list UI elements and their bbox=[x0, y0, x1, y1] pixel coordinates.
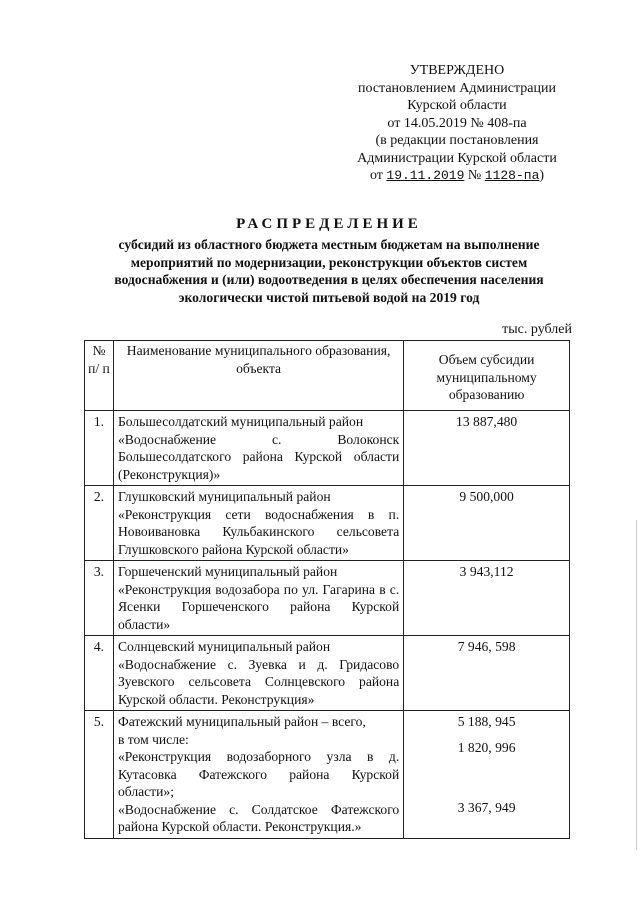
table-header-row bbox=[85, 341, 570, 411]
row-title: Солнцевский муниципальный район bbox=[117, 639, 331, 654]
row-value: 9 500,000 bbox=[404, 486, 570, 561]
row-value-cell bbox=[404, 711, 570, 839]
subsidy-table bbox=[84, 340, 570, 839]
row-subvalue: 3 367, 949 bbox=[457, 800, 516, 815]
header-no: № п/ п bbox=[85, 341, 114, 411]
subtitle-line: субсидий из областного бюджета местным бюджетам на выполнение bbox=[118, 237, 540, 252]
header-volume: Объем субсидии муниципальному образованию bbox=[404, 341, 570, 411]
subtitle-line: водоснабжения и (или) водоотведения в целях обеспечения населения bbox=[114, 272, 544, 287]
edition-suffix: ) bbox=[539, 168, 545, 183]
approval-line: постановлением Администрации bbox=[358, 80, 556, 96]
row-object: «Реконструкция сети водоснабжения в п. Новоивановка Кульбакинского сельсовета Глушковского района Курской области» bbox=[117, 506, 400, 557]
row-object: «Водоснабжение с. Зуевка и д. Гридасово Зуевского сельсовета Солнцевского района Курской области. Реконструкция» bbox=[117, 656, 400, 707]
row-number: 2. bbox=[85, 486, 114, 561]
table-row bbox=[85, 636, 570, 711]
approval-line: Администрации Курской области bbox=[357, 150, 557, 166]
row-name-cell bbox=[113, 486, 403, 561]
row-number: 5. bbox=[85, 711, 114, 839]
row-number: 4. bbox=[85, 636, 114, 711]
approval-heading: УТВЕРЖДЕНО bbox=[409, 63, 505, 78]
approval-line: от 14.05.2019 № 408-па bbox=[387, 115, 527, 131]
row-object: «Водоснабжение с. Волоконск Большесолдатского района Курской области (Реконструкция)» bbox=[117, 431, 400, 482]
row-object: «Реконструкция водозабора по ул. Гагарина в с. Ясенки Горшеченского района Курской области» bbox=[117, 581, 400, 632]
row-number: 1. bbox=[85, 411, 114, 486]
header-name: Наименование муниципального образования, объекта bbox=[113, 341, 403, 411]
subtitle-line: экологически чистой питьевой водой на 2019 год bbox=[178, 289, 480, 305]
approval-edition-line bbox=[344, 167, 570, 185]
row-number: 3. bbox=[85, 561, 114, 636]
document-title: РАСПРЕДЕЛЕНИЕ bbox=[236, 216, 422, 232]
edition-date: 19.11.2019 bbox=[386, 168, 465, 183]
edition-no-label: № bbox=[467, 168, 482, 183]
row-subtitle: в том числе: bbox=[117, 731, 189, 747]
subtitle-line: мероприятий по модернизации, реконструкции объектов систем bbox=[130, 254, 528, 270]
approval-stamp bbox=[344, 62, 570, 185]
row-title: Горшеченский муниципальный район bbox=[117, 564, 338, 579]
document-subtitle bbox=[84, 236, 574, 306]
row-title: Фатежский муниципальный район – всего, bbox=[117, 714, 366, 729]
units-label: тыс. рублей bbox=[502, 322, 572, 337]
row-title: Глушковский муниципальный район bbox=[117, 489, 331, 504]
table-row bbox=[85, 711, 570, 839]
edition-number: 1128-па bbox=[484, 168, 540, 183]
table-row bbox=[85, 486, 570, 561]
scan-edge-line bbox=[636, 520, 637, 850]
row-subobject: «Водоснабжение с. Солдатское Фатежского района Курской области. Реконструкция.» bbox=[117, 801, 400, 834]
row-value: 3 943,112 bbox=[404, 561, 570, 636]
row-value: 7 946, 598 bbox=[404, 636, 570, 711]
row-name-cell bbox=[113, 411, 403, 486]
row-name-cell bbox=[113, 636, 403, 711]
row-value: 5 188, 945 bbox=[457, 714, 516, 729]
approval-line: (в редакции постановления bbox=[375, 133, 539, 148]
row-subobject: «Реконструкция водозаборного узла в д. Кутасовка Фатежского района Курской области»; bbox=[117, 749, 400, 799]
row-name-cell bbox=[113, 711, 403, 839]
row-subvalue: 1 820, 996 bbox=[457, 739, 516, 755]
table-row bbox=[85, 561, 570, 636]
row-value: 13 887,480 bbox=[404, 411, 570, 486]
row-title: Большесолдатский муниципальный район bbox=[117, 414, 364, 429]
edition-prefix: от bbox=[369, 168, 383, 183]
row-name-cell bbox=[113, 561, 403, 636]
table-row bbox=[85, 411, 570, 486]
approval-line: Курской области bbox=[407, 98, 507, 113]
